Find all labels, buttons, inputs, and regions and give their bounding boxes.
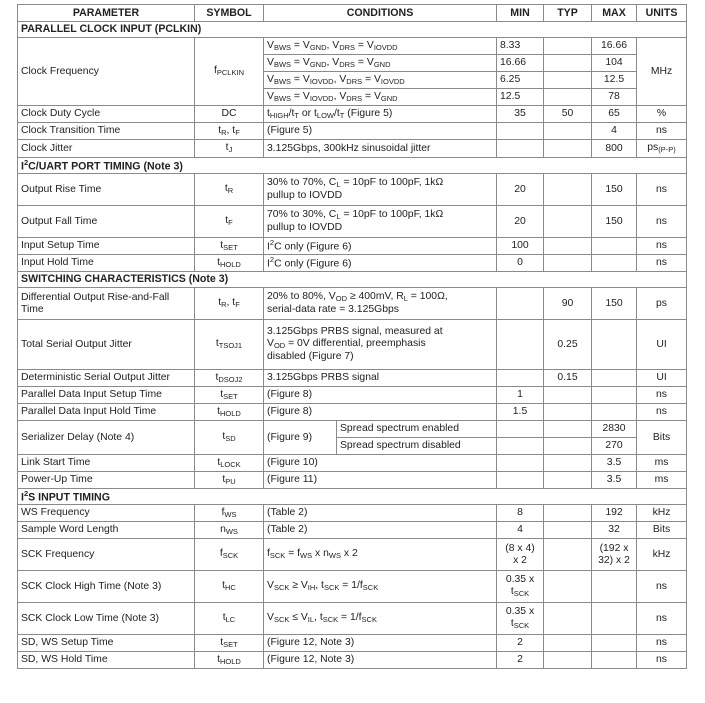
table-row xyxy=(18,472,687,489)
table-row xyxy=(18,288,687,320)
section-pclkin xyxy=(18,22,687,38)
max-value: 192 xyxy=(592,505,637,522)
min-value xyxy=(497,123,544,140)
condition: $V_{SCK} \ge V_{IH}$, $t_{SCK} = 1/f_{SCK}$ xyxy=(264,571,497,603)
condition: (Figure 9) xyxy=(264,421,337,455)
typ-value: 50 xyxy=(544,106,592,123)
param-link-start: Link Start Time xyxy=(18,455,195,472)
max-value: 150 xyxy=(592,206,637,238)
table-row xyxy=(18,206,687,238)
symbol-fpclkin: $f_{PCLKIN}$ xyxy=(195,38,264,106)
symbol-thold: $t_{HOLD}$ xyxy=(195,404,264,421)
condition: (Table 2) xyxy=(264,522,497,539)
param-output-fall-time: Output Fall Time xyxy=(18,206,195,238)
max-value xyxy=(592,571,637,603)
min-value: 1 xyxy=(497,387,544,404)
units-value: ns xyxy=(637,603,687,635)
param-sdws-hold: SD, WS Hold Time xyxy=(18,652,195,669)
max-value: 104 xyxy=(592,55,637,72)
header-typ: TYP xyxy=(544,5,592,22)
typ-value xyxy=(544,89,592,106)
condition: $V_{BWS} = V_{GND}$, $V_{DRS} = V_{GND}$ xyxy=(264,55,497,72)
sub-condition: Spread spectrum enabled xyxy=(337,421,497,438)
section-switching xyxy=(18,272,687,288)
header-units: UNITS xyxy=(637,5,687,22)
condition: 70% to 30%, $C_L = 10pF$ to 100pF, 1kΩ pullup to IOVDD xyxy=(264,206,497,238)
condition: 3.125Gbps PRBS signal xyxy=(264,370,497,387)
param-sck-low-time: SCK Clock Low Time (Note 3) xyxy=(18,603,195,635)
max-value xyxy=(592,404,637,421)
symbol-fsck: $f_{SCK}$ xyxy=(195,539,264,571)
typ-value xyxy=(544,206,592,238)
typ-value xyxy=(544,505,592,522)
param-sck-frequency: SCK Frequency xyxy=(18,539,195,571)
units-value: ns xyxy=(637,652,687,669)
min-value: 1.5 xyxy=(497,404,544,421)
param-ws-frequency: WS Frequency xyxy=(18,505,195,522)
typ-value xyxy=(544,635,592,652)
condition: $V_{BWS} = V_{IOVDD}$, $V_{DRS} = V_{GND}$ xyxy=(264,89,497,106)
sub-condition: Spread spectrum disabled xyxy=(337,438,497,455)
condition: $I^2C$ only (Figure 6) xyxy=(264,238,497,255)
header-parameter: PARAMETER xyxy=(18,5,195,22)
min-value xyxy=(497,455,544,472)
min-value: 20 xyxy=(497,206,544,238)
table-row xyxy=(18,370,687,387)
typ-value xyxy=(544,455,592,472)
min-value: 12.5 xyxy=(497,89,544,106)
param-transition-time: Clock Transition Time xyxy=(18,123,195,140)
table-row xyxy=(18,106,687,123)
condition: $V_{SCK} \le V_{IL}$, $t_{SCK} = 1/f_{SCK}$ xyxy=(264,603,497,635)
condition: 3.125Gbps PRBS signal, measured at $V_{OD} = 0V$ differential, preemphasis disabled (Figure 7) xyxy=(264,320,497,370)
typ-value xyxy=(544,72,592,89)
max-value xyxy=(592,370,637,387)
max-value xyxy=(592,652,637,669)
header-max: MAX xyxy=(592,5,637,22)
symbol-ttsoj1: $t_{TSOJ1}$ xyxy=(195,320,264,370)
units-value: ns xyxy=(637,174,687,206)
param-clock-frequency: Clock Frequency xyxy=(18,38,195,106)
units-value: Bits xyxy=(637,421,687,455)
symbol-tsd: $t_{SD}$ xyxy=(195,421,264,455)
typ-value xyxy=(544,522,592,539)
units-value: ns xyxy=(637,571,687,603)
param-input-hold-time: Input Hold Time xyxy=(18,255,195,272)
max-value: 150 xyxy=(592,174,637,206)
condition: (Figure 12, Note 3) xyxy=(264,635,497,652)
table-row xyxy=(18,539,687,571)
table-row xyxy=(18,387,687,404)
condition: (Figure 10) xyxy=(264,455,497,472)
units-value: ns xyxy=(637,123,687,140)
typ-value xyxy=(544,421,592,438)
header-symbol: SYMBOL xyxy=(195,5,264,22)
param-pd-hold: Parallel Data Input Hold Time xyxy=(18,404,195,421)
min-value xyxy=(497,140,544,158)
condition: 30% to 70%, $C_L = 10pF$ to 100pF, 1kΩ pullup to IOVDD xyxy=(264,174,497,206)
typ-value xyxy=(544,404,592,421)
table-row xyxy=(18,505,687,522)
symbol-nws: $n_{WS}$ xyxy=(195,522,264,539)
max-value xyxy=(592,320,637,370)
section-title: SWITCHING CHARACTERISTICS (Note 3) xyxy=(18,272,687,288)
table-row xyxy=(18,123,687,140)
table-row xyxy=(18,522,687,539)
symbol-tpu: $t_{PU}$ xyxy=(195,472,264,489)
table-row xyxy=(18,421,687,438)
condition: (Figure 5) xyxy=(264,123,497,140)
table-row xyxy=(18,38,687,55)
param-input-setup-time: Input Setup Time xyxy=(18,238,195,255)
param-clock-jitter: Clock Jitter xyxy=(18,140,195,158)
condition: $f_{SCK} = f_{WS}$ x $n_{WS}$ x 2 xyxy=(264,539,497,571)
table-row xyxy=(18,652,687,669)
min-value: 35 xyxy=(497,106,544,123)
typ-value: 0.15 xyxy=(544,370,592,387)
header-conditions: CONDITIONS xyxy=(264,5,497,22)
min-value: (8 x 4) x 2 xyxy=(497,539,544,571)
max-value xyxy=(592,603,637,635)
max-value: 78 xyxy=(592,89,637,106)
min-value: 100 xyxy=(497,238,544,255)
min-value: 8 xyxy=(497,505,544,522)
max-value: 65 xyxy=(592,106,637,123)
min-value: 2 xyxy=(497,635,544,652)
max-value: 150 xyxy=(592,288,637,320)
symbol-fws: $f_{WS}$ xyxy=(195,505,264,522)
symbol-tlock: $t_{LOCK}$ xyxy=(195,455,264,472)
header-row xyxy=(18,5,687,22)
typ-value xyxy=(544,472,592,489)
units-value: UI xyxy=(637,320,687,370)
units-value: $ps_{(P-P)}$ xyxy=(637,140,687,158)
symbol-thold: $t_{HOLD}$ xyxy=(195,652,264,669)
symbol-thc: $t_{HC}$ xyxy=(195,571,264,603)
typ-value: 90 xyxy=(544,288,592,320)
typ-value xyxy=(544,539,592,571)
units-value: ms xyxy=(637,472,687,489)
max-value: 270 xyxy=(592,438,637,455)
min-value: 8.33 xyxy=(497,38,544,55)
electrical-characteristics-table xyxy=(17,4,687,669)
symbol-tset: $t_{SET}$ xyxy=(195,387,264,404)
units-value: UI xyxy=(637,370,687,387)
symbol-thold: $t_{HOLD}$ xyxy=(195,255,264,272)
condition: (Figure 8) xyxy=(264,404,497,421)
symbol-tset: $t_{SET}$ xyxy=(195,635,264,652)
table-row xyxy=(18,238,687,255)
param-pd-setup: Parallel Data Input Setup Time xyxy=(18,387,195,404)
param-serializer-delay: Serializer Delay (Note 4) xyxy=(18,421,195,455)
min-value: 20 xyxy=(497,174,544,206)
units-value: ns xyxy=(637,635,687,652)
param-sample-word-length: Sample Word Length xyxy=(18,522,195,539)
max-value xyxy=(592,238,637,255)
typ-value xyxy=(544,123,592,140)
min-value: 0 xyxy=(497,255,544,272)
symbol-tlc: $t_{LC}$ xyxy=(195,603,264,635)
section-i2s xyxy=(18,489,687,505)
typ-value xyxy=(544,652,592,669)
param-sdws-setup: SD, WS Setup Time xyxy=(18,635,195,652)
param-diff-rise-fall: Differential Output Rise-and-Fall Time xyxy=(18,288,195,320)
table-row xyxy=(18,603,687,635)
table-row xyxy=(18,255,687,272)
min-value: 6.25 xyxy=(497,72,544,89)
units-value: ns xyxy=(637,206,687,238)
units-value: ps xyxy=(637,288,687,320)
condition: $I^2C$ only (Figure 6) xyxy=(264,255,497,272)
units-value: kHz xyxy=(637,505,687,522)
max-value: 4 xyxy=(592,123,637,140)
max-value: 32 xyxy=(592,522,637,539)
table-row xyxy=(18,140,687,158)
min-value xyxy=(497,472,544,489)
units-value: ns xyxy=(637,404,687,421)
min-value: 0.35 x $t_{SCK}$ xyxy=(497,603,544,635)
max-value xyxy=(592,387,637,404)
max-value: 3.5 xyxy=(592,455,637,472)
table-row xyxy=(18,174,687,206)
units-value: % xyxy=(637,106,687,123)
max-value: (192 x 32) x 2 xyxy=(592,539,637,571)
typ-value: 0.25 xyxy=(544,320,592,370)
min-value: 4 xyxy=(497,522,544,539)
header-min: MIN xyxy=(497,5,544,22)
symbol-tj: $t_J$ xyxy=(195,140,264,158)
condition-ref: (Figure 5) xyxy=(347,107,393,119)
typ-value xyxy=(544,603,592,635)
units-value: ns xyxy=(637,238,687,255)
typ-value xyxy=(544,387,592,404)
min-value xyxy=(497,438,544,455)
symbol-tdsoj2: $t_{DSOJ2}$ xyxy=(195,370,264,387)
condition: $V_{BWS} = V_{GND}$, $V_{DRS} = V_{IOVDD}$ xyxy=(264,38,497,55)
typ-value xyxy=(544,55,592,72)
max-value xyxy=(592,635,637,652)
min-value xyxy=(497,370,544,387)
typ-value xyxy=(544,238,592,255)
max-value xyxy=(592,255,637,272)
max-value: 16.66 xyxy=(592,38,637,55)
typ-value xyxy=(544,174,592,206)
min-value xyxy=(497,421,544,438)
units-value: Bits xyxy=(637,522,687,539)
max-value: 2830 xyxy=(592,421,637,438)
section-title: $I^2S$ INPUT TIMING xyxy=(18,489,687,505)
units-value: ns xyxy=(637,387,687,404)
typ-value xyxy=(544,38,592,55)
symbol-tr: $t_R$ xyxy=(195,174,264,206)
typ-value xyxy=(544,255,592,272)
max-value: 3.5 xyxy=(592,472,637,489)
table-row xyxy=(18,455,687,472)
condition: (Figure 8) xyxy=(264,387,497,404)
min-value xyxy=(497,320,544,370)
symbol-tr-tf: $t_R$, $t_F$ xyxy=(195,288,264,320)
symbol-tset: $t_{SET}$ xyxy=(195,238,264,255)
table-row xyxy=(18,320,687,370)
param-total-serial-jitter: Total Serial Output Jitter xyxy=(18,320,195,370)
units-value: kHz xyxy=(637,539,687,571)
section-title: PARALLEL CLOCK INPUT (PCLKIN) xyxy=(18,22,687,38)
max-value: 12.5 xyxy=(592,72,637,89)
table-row xyxy=(18,571,687,603)
param-deterministic-jitter: Deterministic Serial Output Jitter xyxy=(18,370,195,387)
param-sck-high-time: SCK Clock High Time (Note 3) xyxy=(18,571,195,603)
symbol-dc: DC xyxy=(195,106,264,123)
condition: $V_{BWS} = V_{IOVDD}$, $V_{DRS} = V_{IOVDD}$ xyxy=(264,72,497,89)
section-title: $I^2C$/UART PORT TIMING (Note 3) xyxy=(18,158,687,174)
symbol-tr-tf: $t_R$, $t_F$ xyxy=(195,123,264,140)
condition: 3.125Gbps, 300kHz sinusoidal jitter xyxy=(264,140,497,158)
condition: (Figure 12, Note 3) xyxy=(264,652,497,669)
param-duty-cycle: Clock Duty Cycle xyxy=(18,106,195,123)
min-value: 16.66 xyxy=(497,55,544,72)
max-value: 800 xyxy=(592,140,637,158)
units-value: ns xyxy=(637,255,687,272)
min-value: 2 xyxy=(497,652,544,669)
condition: $t_{HIGH}/t_T$ or $t_{LOW}/t_T$ (Figure 5) xyxy=(264,106,497,123)
section-i2c-uart xyxy=(18,158,687,174)
condition: 20% to 80%, $V_{OD} \ge 400mV$, $R_L = 100\Omega$, serial-data rate = 3.125Gbps xyxy=(264,288,497,320)
condition: (Figure 11) xyxy=(264,472,497,489)
table-row xyxy=(18,635,687,652)
table-row xyxy=(18,404,687,421)
typ-value xyxy=(544,438,592,455)
symbol-tf: $t_F$ xyxy=(195,206,264,238)
typ-value xyxy=(544,571,592,603)
param-output-rise-time: Output Rise Time xyxy=(18,174,195,206)
condition: (Table 2) xyxy=(264,505,497,522)
min-value xyxy=(497,288,544,320)
typ-value xyxy=(544,140,592,158)
units-value: MHz xyxy=(637,38,687,106)
min-value: 0.35 x $t_{SCK}$ xyxy=(497,571,544,603)
param-power-up: Power-Up Time xyxy=(18,472,195,489)
units-value: ms xyxy=(637,455,687,472)
